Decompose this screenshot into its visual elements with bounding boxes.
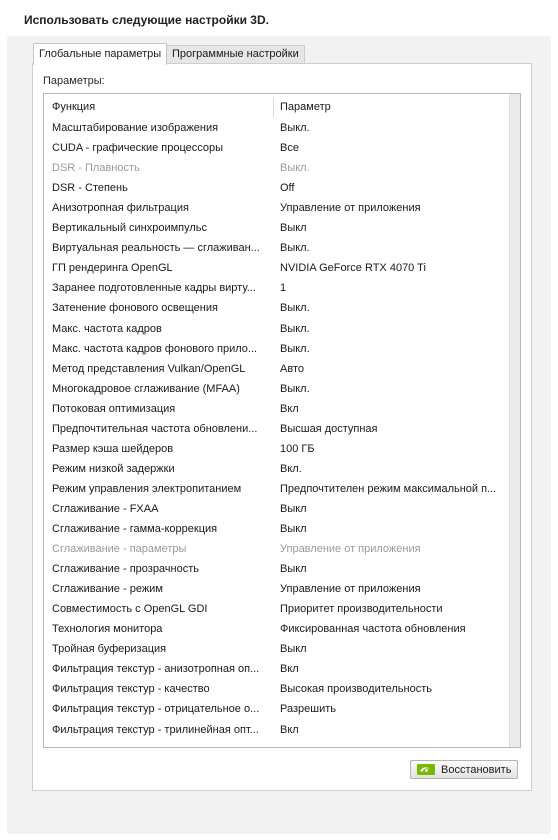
row-feature: Виртуальная реальность — сглаживан...: [52, 242, 260, 255]
table-row[interactable]: [44, 139, 510, 159]
table-row[interactable]: [44, 680, 510, 700]
row-setting[interactable]: Все: [280, 142, 299, 155]
row-setting[interactable]: Предпочтителен режим максимальной п...: [280, 482, 497, 495]
row-setting[interactable]: Выкл: [280, 502, 307, 515]
column-header-feature[interactable]: Функция: [52, 101, 96, 113]
settings-table: [43, 93, 521, 748]
column-header-setting[interactable]: Параметр: [280, 101, 331, 113]
row-feature: Многокадровое сглаживание (MFAA): [52, 382, 240, 395]
row-feature: DSR - Степень: [52, 182, 128, 195]
row-setting[interactable]: Выкл.: [280, 382, 310, 395]
row-setting[interactable]: Выкл.: [280, 322, 310, 335]
row-setting[interactable]: NVIDIA GeForce RTX 4070 Ti: [280, 262, 426, 275]
row-setting[interactable]: Выкл: [280, 523, 307, 535]
table-row[interactable]: [44, 259, 510, 279]
table-row[interactable]: [44, 480, 510, 500]
row-setting[interactable]: Управление от приложения: [280, 202, 421, 215]
table-header: [44, 94, 510, 118]
table-row[interactable]: [44, 600, 510, 620]
page-title: Использовать следующие настройки 3D.: [24, 13, 269, 27]
table-row[interactable]: [44, 219, 510, 239]
row-setting[interactable]: Выкл.: [280, 122, 310, 134]
table-row[interactable]: [44, 580, 510, 600]
column-divider[interactable]: [273, 97, 274, 117]
row-setting[interactable]: Вкл: [280, 402, 299, 415]
row-setting[interactable]: Off: [280, 182, 295, 195]
row-feature: Фильтрация текстур - трилинейная опт...: [52, 723, 259, 736]
row-feature: Совместимость с OpenGL GDI: [52, 603, 208, 616]
row-feature: Фильтрация текстур - качество: [52, 683, 210, 696]
table-row[interactable]: [44, 360, 510, 380]
row-setting[interactable]: Вкл: [280, 663, 299, 676]
restore-button-label: Восстановить: [441, 764, 512, 776]
row-feature: Сглаживание - параметры: [52, 543, 187, 556]
table-row[interactable]: [44, 520, 510, 540]
row-setting[interactable]: Вкл: [280, 723, 299, 736]
table-row[interactable]: [44, 620, 510, 640]
row-setting[interactable]: Авто: [280, 362, 304, 375]
table-row[interactable]: [44, 700, 510, 720]
params-label: Параметры:: [43, 75, 105, 87]
row-setting[interactable]: Выкл: [280, 643, 307, 656]
row-feature: Сглаживание - гамма-коррекция: [52, 523, 218, 535]
row-feature: Макс. частота кадров фонового прило...: [52, 342, 258, 355]
table-row[interactable]: [44, 239, 510, 259]
table-row[interactable]: [44, 380, 510, 400]
table-row[interactable]: [44, 660, 510, 680]
row-setting[interactable]: Управление от приложения: [280, 583, 421, 596]
table-row[interactable]: [44, 340, 510, 360]
row-feature: Сглаживание - прозрачность: [52, 563, 200, 576]
row-setting[interactable]: Высшая доступная: [280, 422, 378, 435]
table-row[interactable]: [44, 159, 510, 179]
row-feature: Метод представления Vulkan/OpenGL: [52, 362, 246, 375]
row-feature: ГП рендеринга OpenGL: [52, 262, 173, 275]
row-setting[interactable]: Управление от приложения: [280, 543, 421, 556]
row-setting[interactable]: Фиксированная частота обновления: [280, 623, 466, 636]
table-row[interactable]: [44, 560, 510, 580]
row-feature: Масштабирование изображения: [52, 122, 219, 134]
row-feature: Фильтрация текстур - анизотропная оп...: [52, 663, 260, 676]
row-feature: Размер кэша шейдеров: [52, 442, 174, 455]
row-feature: Макс. частота кадров: [52, 322, 162, 335]
row-setting[interactable]: Выкл.: [280, 162, 310, 175]
row-feature: Сглаживание - FXAA: [52, 502, 159, 515]
row-feature: CUDA - графические процессоры: [52, 142, 224, 155]
table-row[interactable]: [44, 721, 510, 741]
row-feature: Затенение фонового освещения: [52, 302, 218, 315]
table-row[interactable]: [44, 279, 510, 299]
table-row[interactable]: [44, 540, 510, 560]
row-feature: Потоковая оптимизация: [52, 402, 176, 415]
row-feature: Режим управления электропитанием: [52, 482, 242, 495]
row-setting[interactable]: 1: [280, 282, 287, 295]
table-row[interactable]: [44, 500, 510, 520]
row-feature: DSR - Плавность: [52, 162, 140, 175]
row-feature: Анизотропная фильтрация: [52, 202, 189, 215]
table-row[interactable]: [44, 640, 510, 660]
row-feature: Фильтрация текстур - отрицательное о...: [52, 703, 260, 716]
row-feature: Тройная буферизация: [52, 643, 167, 656]
restore-button[interactable]: [410, 760, 518, 779]
row-feature: Заранее подготовленные кадры вирту...: [52, 282, 256, 295]
table-row[interactable]: [44, 199, 510, 219]
row-feature: Сглаживание - режим: [52, 583, 163, 596]
row-feature: Предпочтительная частота обновлени...: [52, 422, 258, 435]
row-feature: Вертикальный синхроимпульс: [52, 222, 208, 235]
row-feature: Технология монитора: [52, 623, 163, 636]
row-setting[interactable]: 100 ГБ: [280, 442, 315, 455]
table-row[interactable]: [44, 400, 510, 420]
table-row[interactable]: [44, 440, 510, 460]
row-setting[interactable]: Высокая производительность: [280, 683, 432, 696]
row-setting[interactable]: Разрешить: [280, 703, 336, 716]
table-row[interactable]: [44, 320, 510, 340]
row-setting[interactable]: Приоритет производительности: [280, 603, 443, 616]
tab-global-settings[interactable]: Глобальные параметры: [33, 43, 167, 65]
table-scrollbar[interactable]: [509, 94, 520, 747]
row-setting[interactable]: Выкл: [280, 222, 307, 235]
row-setting[interactable]: Выкл.: [280, 242, 310, 255]
table-row[interactable]: [44, 420, 510, 440]
nvidia-logo-icon: [417, 764, 435, 775]
row-setting[interactable]: Выкл.: [280, 342, 310, 355]
row-feature: Режим низкой задержки: [52, 462, 175, 475]
table-row[interactable]: [44, 460, 510, 480]
tab-program-settings[interactable]: Программные настройки: [166, 45, 305, 64]
row-setting[interactable]: Выкл: [280, 563, 307, 576]
table-row[interactable]: [44, 119, 510, 139]
table-row[interactable]: [44, 299, 510, 319]
row-setting[interactable]: Выкл.: [280, 302, 310, 315]
row-setting[interactable]: Вкл.: [280, 462, 302, 475]
table-row[interactable]: [44, 179, 510, 199]
